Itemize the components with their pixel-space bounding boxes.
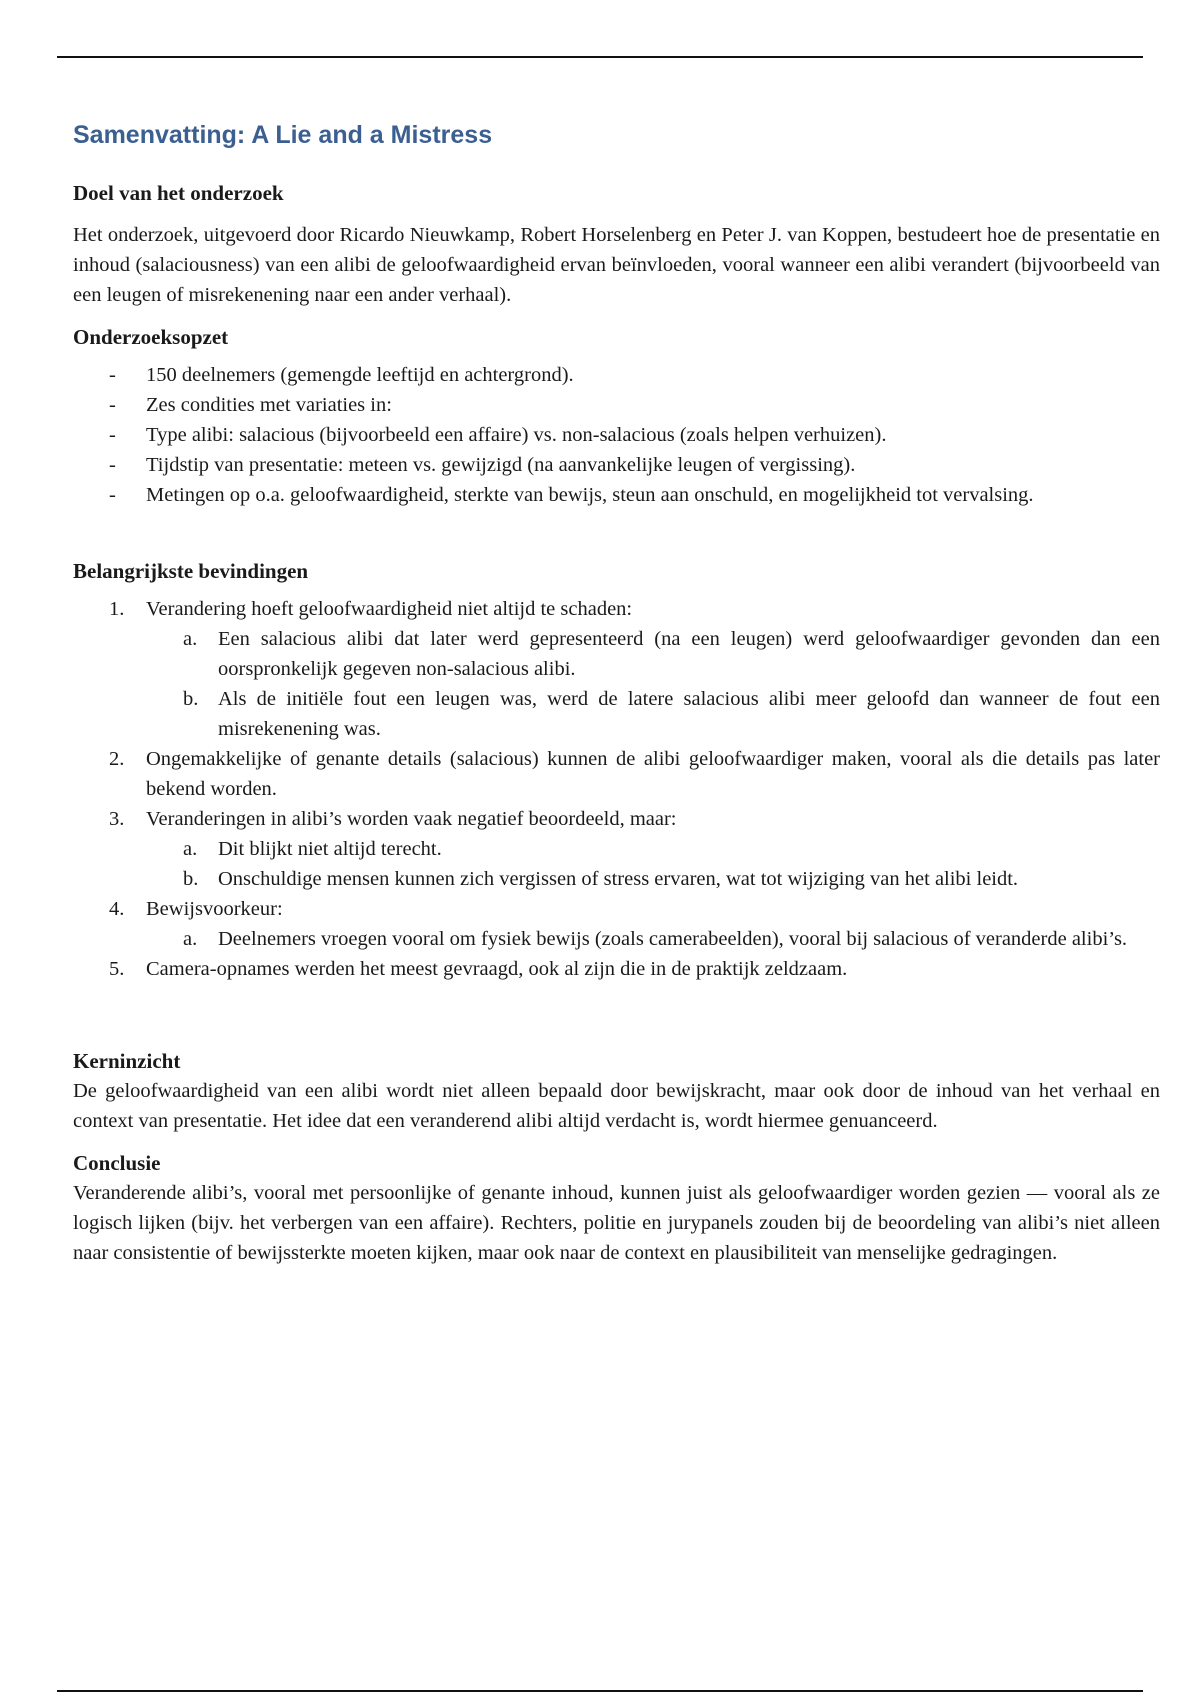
section-heading-kerninzicht: Kerninzicht: [73, 1049, 181, 1073]
list-item: 2. Ongemakkelijke of genante details (salacious) kunnen de alibi geloofwaardiger maken, vooral als die details pas later bekend worden.: [73, 744, 1160, 804]
list-number: 1.: [109, 598, 125, 620]
section-heading-doel: Doel van het onderzoek: [73, 181, 284, 205]
section-heading-opzet: Onderzoeksopzet: [73, 325, 229, 349]
kerninzicht-paragraph: De geloofwaardigheid van een alibi wordt niet alleen bepaald door bewijskracht, maar ook door de inhoud van het verhaal en context van presentatie. Het idee dat een veranderend alibi altijd verdacht is, wordt hiermee genuanceerd.: [73, 1080, 1160, 1132]
bullet-dash: -: [109, 424, 116, 446]
section-heading-conclusie: Conclusie: [73, 1151, 161, 1175]
list-number: 3.: [109, 808, 125, 830]
list-item: - 150 deelnemers (gemengde leeftijd en achtergrond).: [73, 360, 1160, 390]
section-heading-bevindingen: Belangrijkste bevindingen: [73, 559, 309, 583]
list-item: - Zes condities met variaties in:: [73, 390, 1160, 420]
page-title: Samenvatting: A Lie and a Mistress: [73, 121, 493, 149]
sub-list-item: b. Als de initiële fout een leugen was, werd de latere salacious alibi meer geloofd dan wanneer de fout een misrekenening was.: [146, 684, 1160, 744]
doel-paragraph: Het onderzoek, uitgevoerd door Ricardo Nieuwkamp, Robert Horselenberg en Peter J. van Koppen, bestudeert hoe de presentatie en inhoud (salaciousness) van een alibi de geloofwaardigheid ervan beïnvloeden, vooral wanneer een alibi verandert (bijvoorbeeld van een leugen of misrekenening naar een ander verhaal).: [73, 224, 1160, 306]
sub-list-item: a. Een salacious alibi dat later werd gepresenteerd (na een leugen) werd geloofwaardiger gevonden dan een oorspronkelijk gegeven non-salacious alibi.: [146, 624, 1160, 684]
list-number: 5.: [109, 958, 125, 980]
list-number: 4.: [109, 898, 125, 920]
document-body: [73, 118, 1160, 1268]
list-item: 4. Bewijsvoorkeur: a. Deelnemers vroegen vooral om fysiek bewijs (zoals camerabeelden), vooral bij salacious of veranderde alibi’s.: [73, 894, 1160, 954]
sub-list-item: b. Onschuldige mensen kunnen zich vergissen of stress ervaren, wat tot wijziging van het alibi leidt.: [146, 864, 1160, 894]
conclusie-paragraph: Veranderende alibi’s, vooral met persoonlijke of genante inhoud, kunnen juist als geloofwaardiger worden gezien — vooral als ze logisch lijken (bijv. het verbergen van een affaire). Rechters, politie en jurypanels zouden bij de beoordeling van alibi’s niet alleen naar consistentie of bewijssterkte moeten kijken, maar ook naar de context en plausibiliteit van menselijke gedragingen.: [73, 1182, 1160, 1264]
sub-list-letter: b.: [183, 868, 199, 890]
footer-rule: [57, 1690, 1143, 1692]
sub-list-letter: b.: [183, 688, 199, 710]
sub-list-item: a. Deelnemers vroegen vooral om fysiek bewijs (zoals camerabeelden), vooral bij salacious of veranderde alibi’s.: [146, 924, 1160, 954]
list-item: 3. Veranderingen in alibi’s worden vaak negatief beoordeeld, maar: a. Dit blijkt niet altijd terecht. b. Onschuldige mensen kunnen zich vergissen of stress ervaren, wat tot wijziging van het alibi leidt.: [73, 804, 1160, 894]
bevindingen-list: [73, 594, 1160, 984]
bullet-dash: -: [109, 484, 116, 506]
list-item: - Type alibi: salacious (bijvoorbeeld een affaire) vs. non-salacious (zoals helpen verhuizen).: [73, 420, 1160, 450]
sub-list-letter: a.: [183, 928, 198, 950]
sub-list: [146, 624, 1160, 744]
list-number: 2.: [109, 748, 125, 770]
sub-list-item: a. Dit blijkt niet altijd terecht.: [146, 834, 1160, 864]
sub-list: [146, 924, 1160, 954]
header-rule: [57, 56, 1143, 58]
list-item: - Metingen op o.a. geloofwaardigheid, sterkte van bewijs, steun aan onschuld, en mogelijkheid tot vervalsing.: [73, 480, 1160, 510]
list-item: 1. Verandering hoeft geloofwaardigheid niet altijd te schaden: a. Een salacious alibi dat later werd gepresenteerd (na een leugen) werd geloofwaardiger gevonden dan een oorspronkelijk gegeven non-salacious alibi. b. Als de initiële fout een leugen was, werd de latere salacious alibi meer geloofd dan wanneer de fout een misrekenening was.: [73, 594, 1160, 744]
sub-list: [146, 834, 1160, 894]
bullet-dash: -: [109, 454, 116, 476]
bullet-dash: -: [109, 394, 116, 416]
list-item: 5. Camera-opnames werden het meest gevraagd, ook al zijn die in de praktijk zeldzaam.: [73, 954, 1160, 984]
sub-list-letter: a.: [183, 838, 198, 860]
sub-list-letter: a.: [183, 628, 198, 650]
list-item: - Tijdstip van presentatie: meteen vs. gewijzigd (na aanvankelijke leugen of vergissing).: [73, 450, 1160, 480]
opzet-list: [73, 360, 1160, 510]
bullet-dash: -: [109, 364, 116, 386]
